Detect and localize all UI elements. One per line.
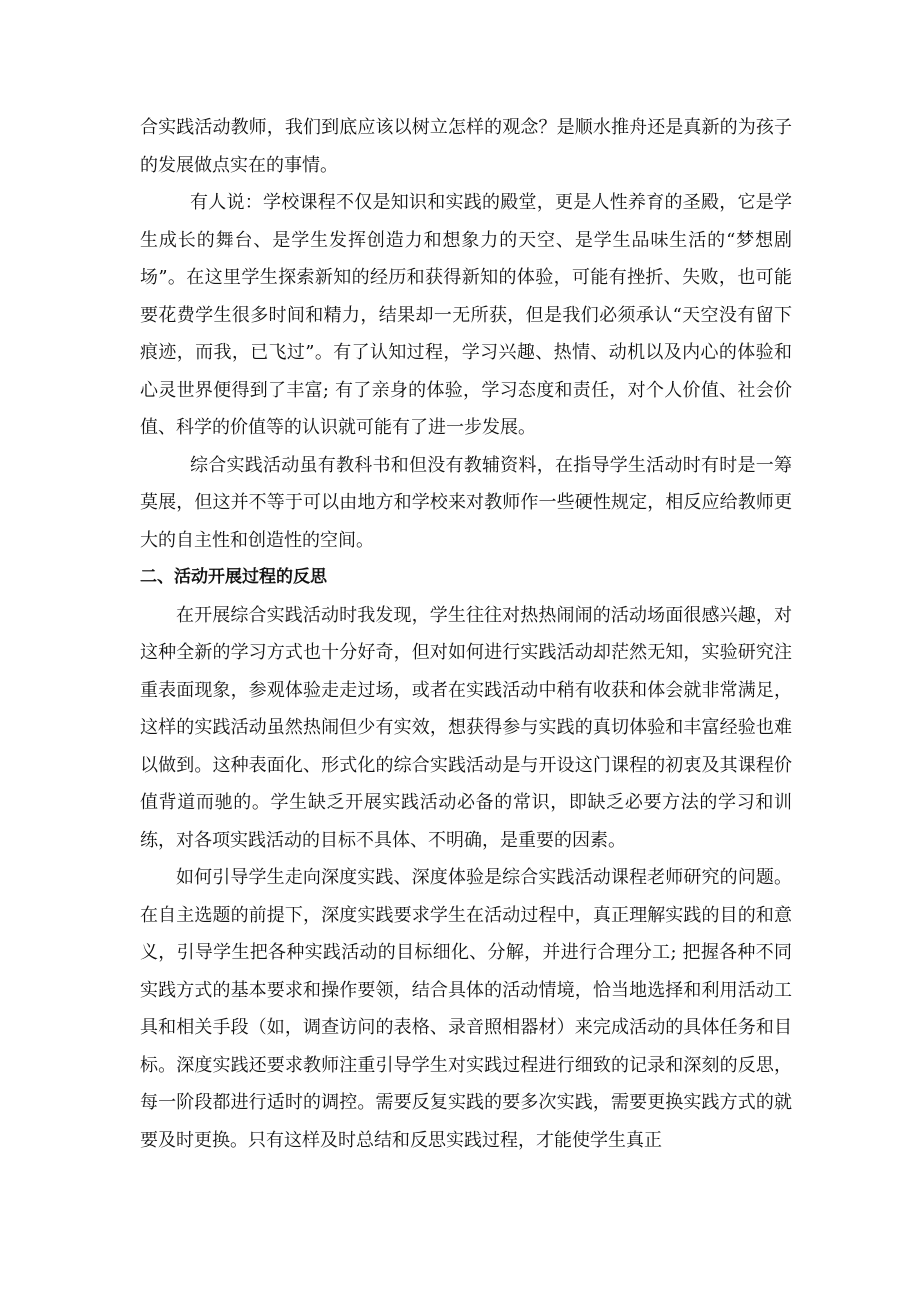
- paragraph-teacher-autonomy: 综合实践活动虽有教科书和但没有教辅资料，在指导学生活动时有时是一筹莫展，但这并不等于可以由地方和学校来对教师作一些硬性规定，相反应给教师更大的自主性和创造性的空间。: [140, 454, 792, 551]
- paragraph-continued: 合实践活动教师，我们到底应该以树立怎样的观念？是顺水推舟还是真新的为孩子的发展做点实在的事情。: [140, 117, 792, 176]
- paragraph-course-value: 有人说：学校课程不仅是知识和实践的殿堂，更是人性养育的圣殿，它是学生成长的舞台、是学生发挥创造力和想象力的天空、是学生品味生活的“梦想剧场”。在这里学生探索新知的经历和获得新知的体验，可能有挫折、失败，也可能要花费学生很多时间和精力，结果却一无所获，但是我们必须承认“天空没有留下痕迹，而我，已飞过”。有了认知过程，学习兴趣、热情、动机以及内心的体验和心灵世界便得到了丰富; 有了亲身的体验，学习态度和责任，对个人价值、社会价值、科学的价值等的认识就可能有了进一步发展。: [140, 192, 792, 438]
- section-heading: 二、活动开展过程的反思: [140, 567, 327, 587]
- document-page: [140, 109, 792, 1159]
- paragraph-reflection-observation: 在开展综合实践活动时我发现，学生往往对热热闹闹的活动场面很感兴趣，对这种全新的学习方式也十分好奇，但对如何进行实践活动却茫然无知，实验研究注重表面现象，参观体验走走过场，或者在实践活动中稍有收获和体会就非常满足，这样的实践活动虽然热闹但少有实效，想获得参与实践的真切体验和丰富经验也难以做到。这种表面化、形式化的综合实践活动是与开设这门课程的初衷及其课程价值背道而驰的。学生缺乏开展实践活动必备的常识，即缺乏必要方法的学习和训练，对各项实践活动的目标不具体、不明确，是重要的因素。: [140, 604, 792, 851]
- paragraph-deep-practice: 如何引导学生走向深度实践、深度体验是综合实践活动课程老师研究的问题。在自主选题的前提下，深度实践要求学生在活动过程中，真正理解实践的目的和意义，引导学生把各种实践活动的目标细化、分解，并进行合理分工; 把握各种不同实践方式的基本要求和操作要领，结合具体的活动情境，恰当地选择和利用活动工具和相关手段（如，调查访问的表格、录音照相器材）来完成活动的具体任务和目标。深度实践还要求教师注重引导学生对实践过程进行细致的记录和深刻的反思，每一阶段都进行适时的调控。需要反复实践的要多次实践，需要更换实践方式的就要及时更换。只有这样及时总结和反思实践过程，才能使学生真正: [140, 867, 792, 1151]
